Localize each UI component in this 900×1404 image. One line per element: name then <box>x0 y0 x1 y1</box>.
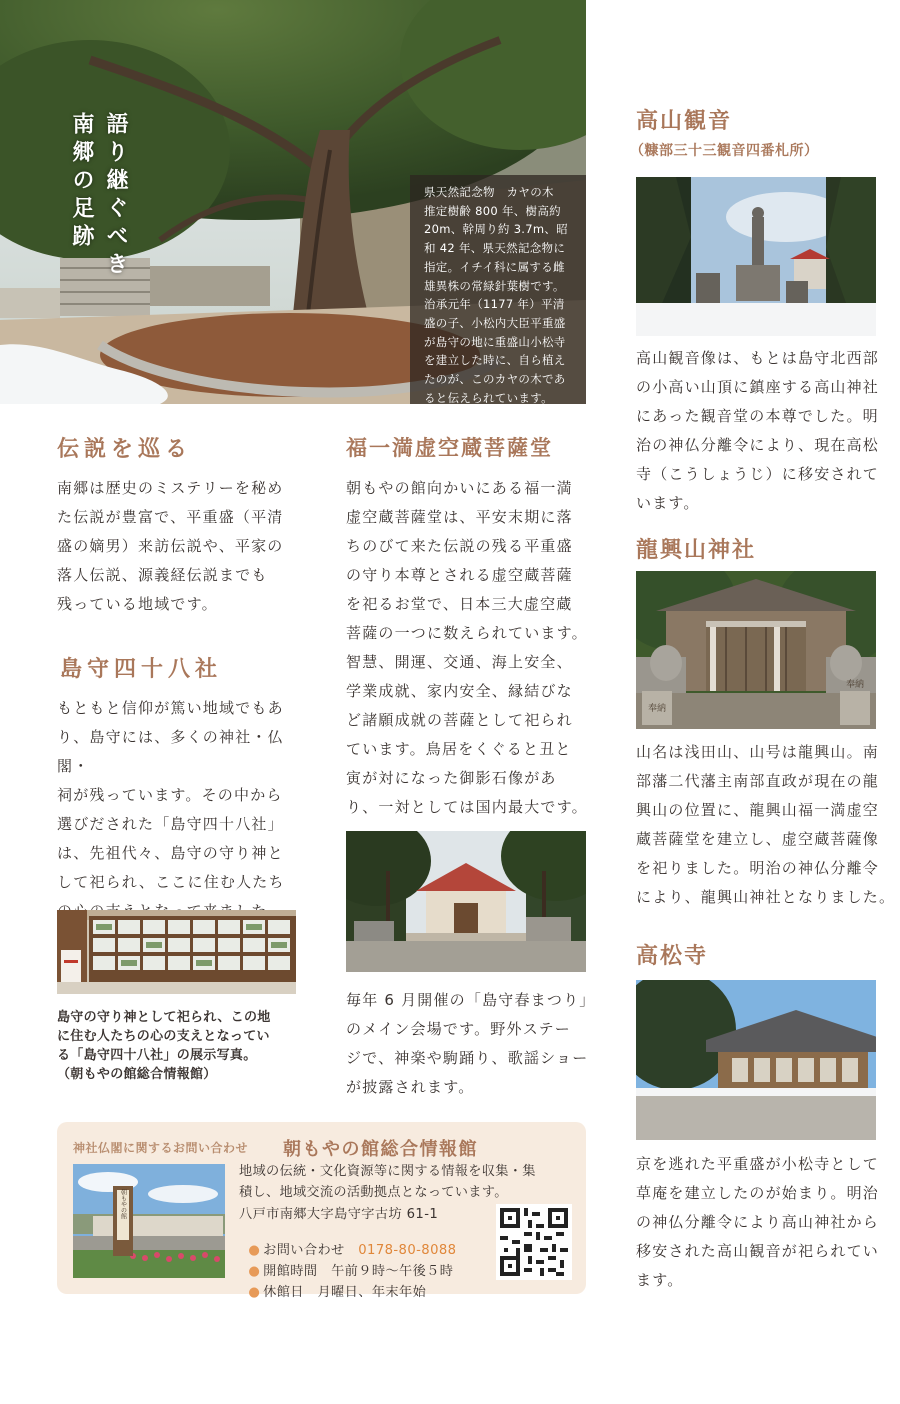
qr-code-icon[interactable] <box>496 1204 572 1280</box>
vertical-title-line2: 南郷の足跡 <box>69 112 94 252</box>
info-center-title: 朝もやの館総合情報館 <box>283 1139 478 1160</box>
signboard-text: 朝もやの館 <box>119 1189 127 1219</box>
koshoji-body: 京を逃れた平重盛が小松寺として 草庵を建立したのが始まり。明治 の神仏分離令により高山神社から 移安された高山観音が祀られてい ます。 <box>636 1155 880 1289</box>
takayama-kannon-photo <box>636 177 876 336</box>
closed-row <box>239 1266 426 1300</box>
lantern-left-text: 奉納 <box>647 704 667 714</box>
ryukozan-shrine-photo <box>636 571 876 729</box>
vertical-title-line1: 語り継ぐべき <box>103 112 128 280</box>
koshoji-temple-photo <box>636 980 876 1140</box>
info-address: 八戸市南郷大字島守字古坊 61-1 <box>239 1207 439 1222</box>
shimamori48-photo-caption: 島守の守り神として祀られ、この地 に住む人たちの心の支えとなってい る「島守四十八社」の展示写真。 （朝もやの館総合情報館） <box>57 1010 271 1082</box>
lantern-right-text: 奉納 <box>845 680 865 690</box>
hours-row-value: 午前９時～午後５時 <box>331 1264 454 1279</box>
densetsu-body: 南郷は歴史のミステリーを秘め た伝説が豊富で、平重盛（平清 盛の嫡男）来訪伝説や、平家の 落人伝説、源義経伝説までも 残っている地域です。 <box>57 479 284 613</box>
hero-caption: 県天然記念物 カヤの木 推定樹齢 800 年、樹高約 20m、幹周り約 3.7m、昭 和 42 年、県天然記念物に 指定。イチイ科に属する雌 雄異株の常緑針葉樹です。 治承元年（1177 年）平清 盛の子、小松内大臣平重盛 が島守の地に重盛山小松寺 を建立した時に、自ら植え たのが、このカヤの木であ ると伝えられています。 <box>410 175 586 404</box>
closed-row-value: 月曜日、年末年始 <box>317 1285 427 1300</box>
shimamori48-heading: 島守四十八社 <box>60 657 223 682</box>
contact-row-label: お問い合わせ <box>263 1243 345 1258</box>
bullet-icon: ● <box>248 1285 261 1300</box>
densetsu-heading: 伝説を巡る <box>57 437 193 462</box>
info-center-photo <box>73 1164 225 1278</box>
takayama-heading: 高山観音 <box>636 109 733 134</box>
ryukozan-body: 山名は浅田山、山号は龍興山。南 部藩二代藩主南部直政が現在の龍 興山の位置に、龍興山福一満虚空 蔵菩薩堂を建立し、虚空蔵菩薩像 を祀りました。明治の神仏分離令 により、龍興山神社となりました。 <box>636 743 896 906</box>
contact-label: 神社仏閣に関するお問い合わせ <box>73 1141 249 1155</box>
bullet-icon: ● <box>248 1243 261 1258</box>
shrine-exhibit-photo <box>57 910 296 994</box>
koshoji-heading: 高松寺 <box>636 944 709 969</box>
takayama-body: 高山観音像は、もとは島守北西部 の小高い山頂に鎮座する高山神社 にあった観音堂の本尊でした。明 治の神仏分離令により、現在高松 寺（こうしょうじ）に移安されて います。 <box>636 349 880 512</box>
fukuichiman-body: 朝もやの館向かいにある福一満 虚空蔵菩薩堂は、平安末期に落 ちのびて来た伝説の残る平重盛 の守り本尊とされる虚空蔵菩薩 を祀るお堂で、日本三大虚空蔵 菩薩の一つに数えられています。 智慧、開運、交通、海上安全、 学業成就、家内安全、縁結びな ど諸願成就の菩薩として祀られ ています。鳥居をくぐると丑と 寅が対になった御影石像があ り、一対としては国内最大です。 <box>346 479 588 816</box>
info-description: 地域の伝統・文化資源等に関する情報を収集・集 積し、地域交流の活動拠点となっています。 <box>239 1164 536 1200</box>
phone-link[interactable]: 0178-80-8088 <box>358 1243 457 1258</box>
shimamori48-body: もともと信仰が篤い地域でもあ り、島守には、多くの神社・仏閣・ 祠が残っています。その中から 選びだされた「島守四十八社」 は、先祖代々、島守の守り神と して祀られ、ここに住む人たち <box>57 699 285 891</box>
fukuichiman-shrine-photo <box>346 831 586 972</box>
bullet-icon: ● <box>248 1264 261 1279</box>
fukuichiman-heading: 福一満虚空蔵菩薩堂 <box>346 436 553 460</box>
takayama-subheading: （糠部三十三観音四番札所） <box>630 143 819 159</box>
closed-row-label: 休館日 <box>263 1285 304 1300</box>
ryukozan-heading: 龍興山神社 <box>636 538 757 563</box>
hours-row-label: 開館時間 <box>263 1264 318 1279</box>
fukuichiman-photo-caption: 毎年 6 月開催の「島守春まつり」 のメイン会場です。野外ステー ジで、神楽や駒踊り、歌謡ショー が披露されます。 <box>346 991 596 1096</box>
